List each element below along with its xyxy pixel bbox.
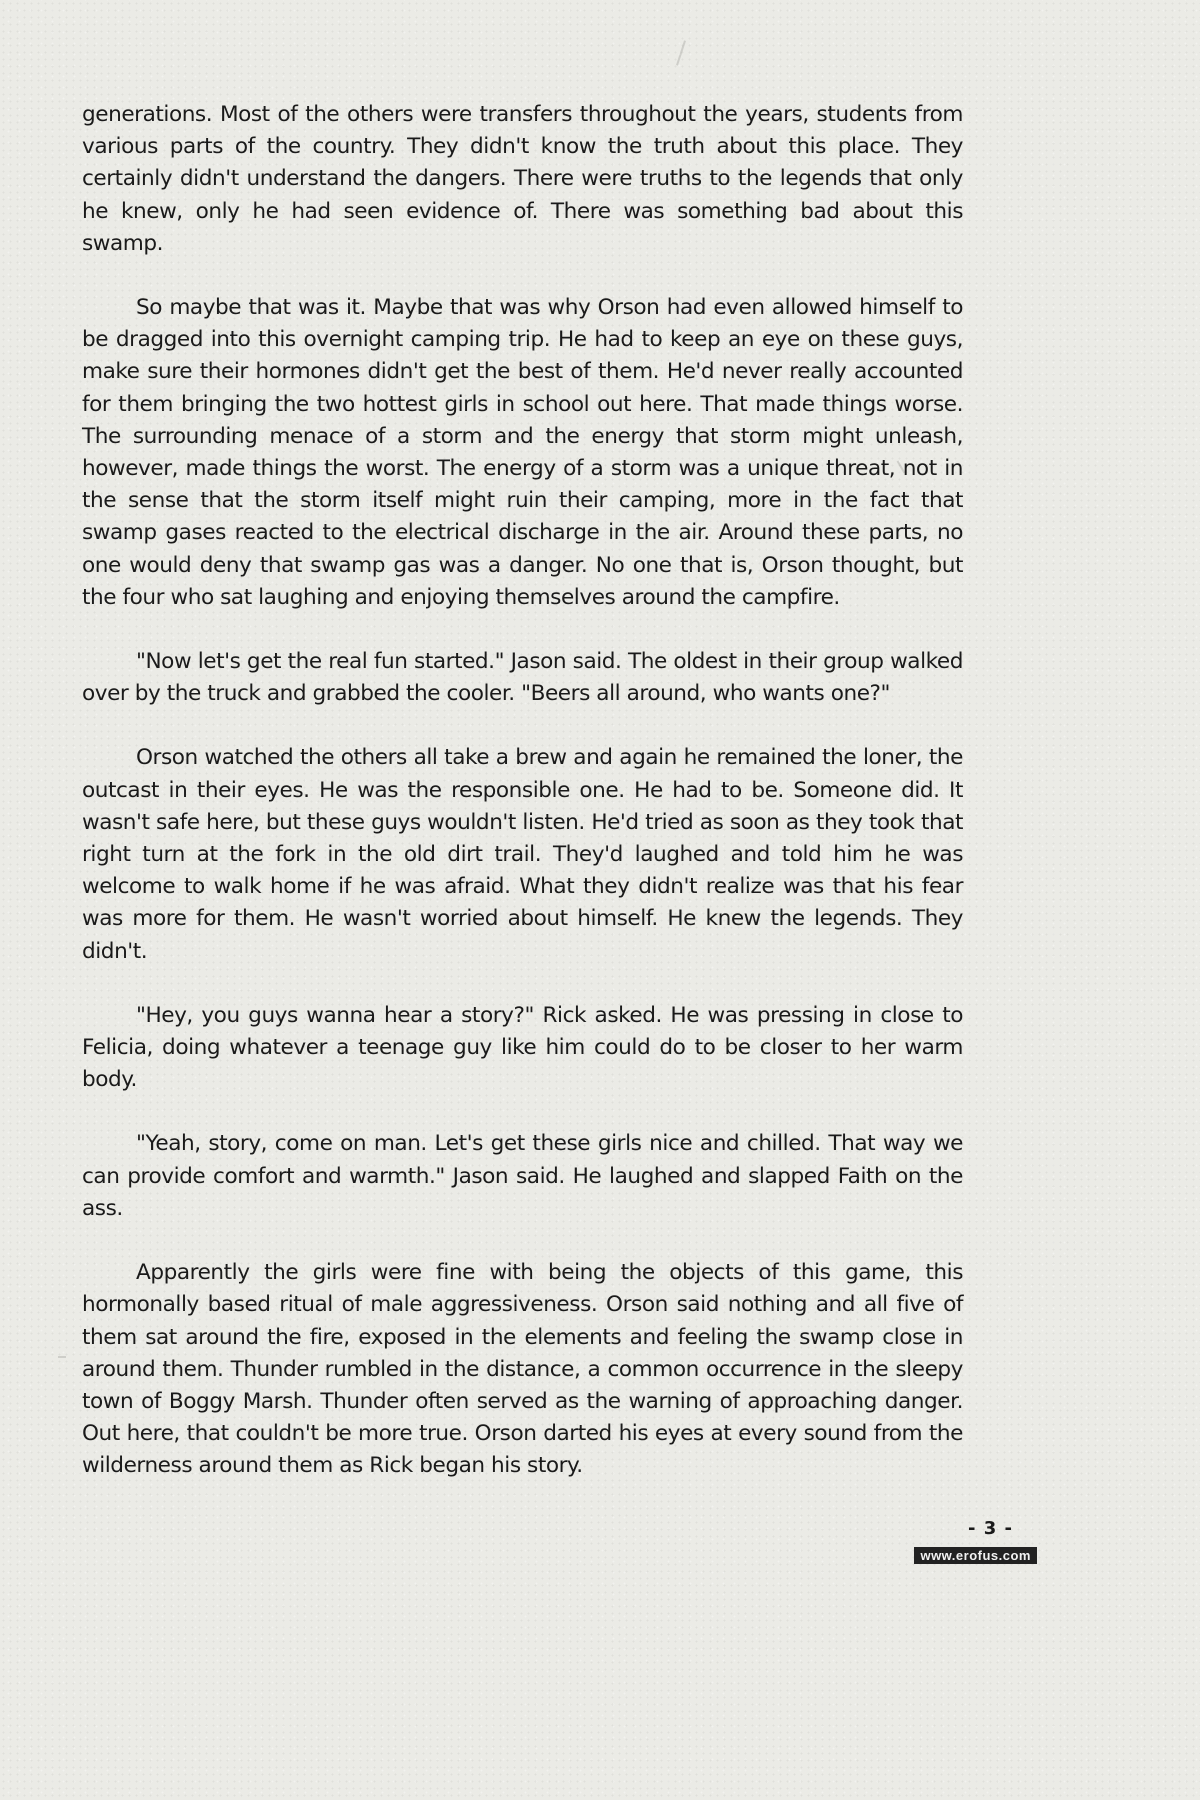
paragraph-6: "Yeah, story, come on man. Let's get these girls nice and chilled. That way we can provide comfort and warmth." Jason said. He laughed and slapped Faith on the ass. bbox=[82, 1131, 963, 1221]
paragraph-3: "Now let's get the real fun started." Jason said. The oldest in their group walked over by the truck and grabbed the cooler. "Beers all around, who wants one?" bbox=[82, 649, 963, 707]
page-body bbox=[82, 99, 963, 1515]
paper-fiber bbox=[676, 40, 686, 65]
page-number: - 3 - bbox=[968, 1518, 1013, 1539]
paragraph-1: generations. Most of the others were transfers throughout the years, students from various parts of the country. They didn't know the truth about this place. They certainly didn't understand the dangers. There were truths to the legends that only he knew, only he had seen evidence of. There was something bad about this swamp. bbox=[82, 102, 963, 256]
paper-fiber bbox=[58, 1356, 66, 1358]
paragraph-2: So maybe that was it. Maybe that was why Orson had even allowed himself to be dragged into this overnight camping trip. He had to keep an eye on these guys, make sure their hormones didn't get the best of them. He'd never really accounted for them bringing the two hottest girls in school out here. That made things worse. The surrounding menace of a storm and the energy that storm might unleash, however, made things the worst. The energy of a storm was a unique threat, not in the sense that the storm itself might ruin their camping, more in the fact that swamp gases reacted to the electrical discharge in the air. Around these parts, no one would deny that swamp gas was a danger. No one that is, Orson thought, but the four who sat laughing and enjoying themselves around the campfire. bbox=[82, 295, 963, 610]
paragraph-5: "Hey, you guys wanna hear a story?" Rick asked. He was pressing in close to Felicia, doing whatever a teenage guy like him could do to be closer to her warm body. bbox=[82, 1002, 963, 1093]
paragraph-7: Apparently the girls were fine with being the objects of this game, this hormonally based ritual of male aggressiveness. Orson said nothing and all five of them sat around the fire, exposed in the elements and feeling the swamp close in around them. Thunder rumbled in the distance, a common occurrence in the sleepy town of Boggy Marsh. Thunder often served as the warning of approaching danger. Out here, that couldn't be more true. Orson darted his eyes at every sound from the wilderness around them as Rick began his story. bbox=[82, 1260, 963, 1479]
watermark: www.erofus.com bbox=[914, 1547, 1037, 1564]
paragraph-4: Orson watched the others all take a brew and again he remained the loner, the outcast in their eyes. He was the responsible one. He had to be. Someone did. It wasn't safe here, but these guys wouldn't listen. He'd tried as soon as they took that right turn at the fork in the old dirt trail. They'd laughed and told him he was welcome to walk home if he was afraid. What they didn't realize was that his fear was more for them. He wasn't worried about himself. He knew the legends. They didn't. bbox=[82, 745, 963, 964]
